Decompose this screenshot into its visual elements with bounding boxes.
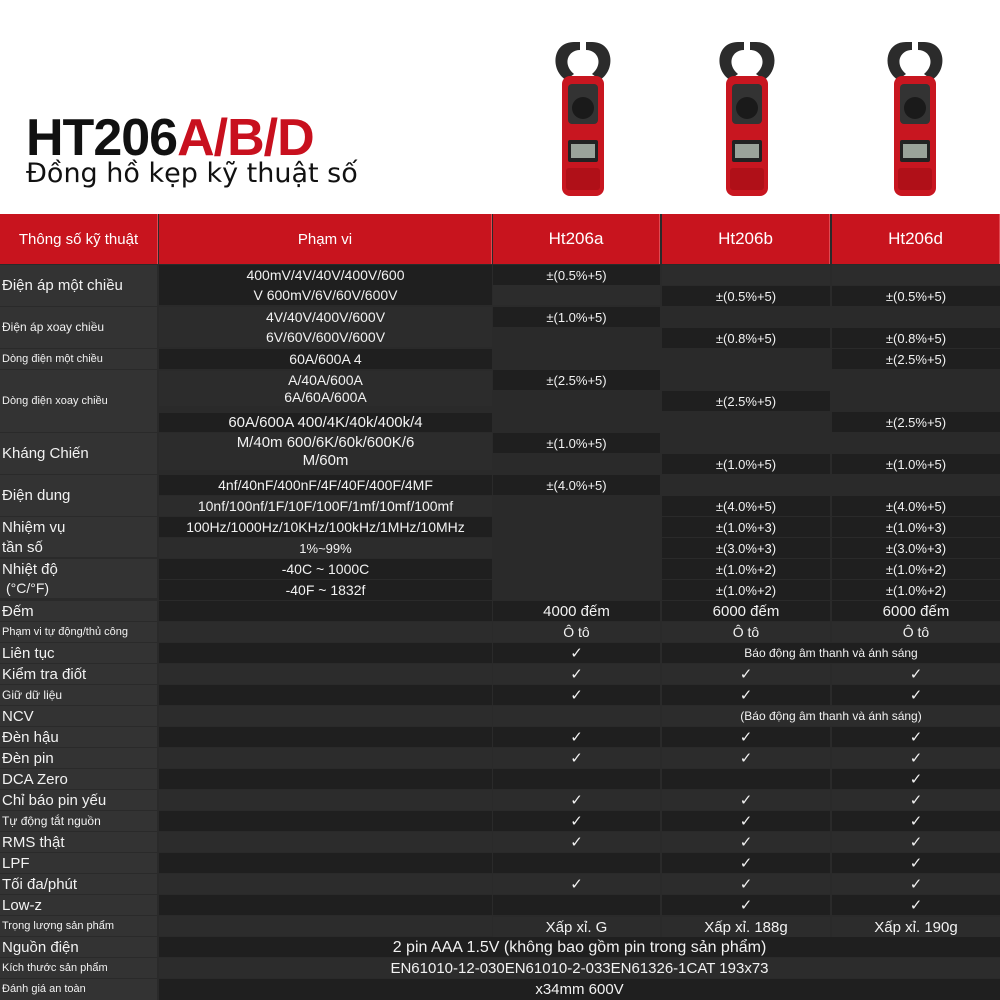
continuity-note: Báo động âm thanh và ánh sáng — [662, 643, 1000, 663]
accuracy-cell: ±(1.0%+3) — [662, 517, 830, 537]
row-label-capacitance: Điện dung — [0, 475, 157, 516]
count-cell: 6000 đếm — [832, 601, 1000, 621]
spec-table — [0, 214, 1000, 1000]
row-label-temperature: Nhiệt độ — [0, 559, 157, 579]
check-icon: ✓ — [832, 874, 1000, 894]
accuracy-cell: ±(0.8%+5) — [832, 328, 1000, 348]
empty-cell — [493, 769, 660, 789]
check-icon: ✓ — [493, 685, 660, 705]
range-cell: 4nf/40nF/400nF/4F/40F/400F/4MF — [159, 475, 492, 495]
empty-cell — [159, 622, 492, 642]
row-label-dc-current: Dòng điện một chiều — [0, 349, 157, 369]
check-icon: ✓ — [662, 748, 830, 768]
row-label-temperature-unit: (°C/°F) — [0, 578, 157, 598]
check-icon: ✓ — [832, 727, 1000, 747]
row-label-auto-range: Phạm vi tự động/thủ công — [0, 622, 157, 642]
accuracy-cell: ±(0.8%+5) — [662, 328, 830, 348]
count-cell: 4000 đếm — [493, 601, 660, 621]
range-cell: 100Hz/1000Hz/10KHz/100kHz/1MHz/10MHz — [159, 517, 492, 537]
row-label-duty: Nhiệm vụ — [0, 517, 157, 537]
accuracy-cell: ±(1.0%+3) — [832, 517, 1000, 537]
check-icon: ✓ — [832, 748, 1000, 768]
accuracy-cell: ±(1.0%+5) — [832, 454, 1000, 474]
accuracy-cell: ±(2.5%+5) — [832, 412, 1000, 432]
check-icon: ✓ — [662, 832, 830, 852]
check-icon: ✓ — [662, 853, 830, 873]
check-icon: ✓ — [662, 727, 830, 747]
range-cell: M/60m — [159, 451, 492, 470]
check-icon: ✓ — [832, 853, 1000, 873]
accuracy-cell: ±(0.5%+5) — [493, 265, 660, 285]
model-variants: A/B/D — [177, 109, 314, 167]
empty-cell — [159, 685, 492, 705]
check-icon: ✓ — [493, 874, 660, 894]
accuracy-cell: ±(1.0%+5) — [493, 307, 660, 327]
check-icon: ✓ — [662, 874, 830, 894]
range-cell: 4V/40V/400V/600V — [159, 307, 492, 327]
weight-cell: Xấp xỉ. 188g — [662, 917, 830, 937]
check-icon: ✓ — [493, 727, 660, 747]
auto-cell: Ô tô — [832, 622, 1000, 642]
row-label-weight: Trọng lượng sản phẩm — [0, 916, 157, 936]
range-cell: 6A/60A/600A — [159, 388, 492, 406]
row-label-size: Kích thước sản phẩm — [0, 958, 157, 978]
empty-cell — [493, 285, 660, 305]
check-icon: ✓ — [832, 790, 1000, 810]
ncv-note: (Báo động âm thanh và ánh sáng) — [662, 706, 1000, 726]
row-label-ac-current: Dòng điện xoay chiều — [0, 370, 157, 432]
range-cell: M/40m 600/6K/60k/600K/6 — [159, 433, 492, 452]
check-icon: ✓ — [832, 664, 1000, 684]
check-icon: ✓ — [493, 790, 660, 810]
range-cell: 1%~99% — [159, 538, 492, 558]
accuracy-cell: ±(0.5%+5) — [662, 286, 830, 306]
empty-cell — [159, 727, 492, 747]
accuracy-cell: ±(4.0%+5) — [832, 496, 1000, 516]
empty-cell — [159, 706, 492, 726]
accuracy-cell: ±(1.0%+5) — [662, 454, 830, 474]
accuracy-cell: ±(3.0%+3) — [662, 538, 830, 558]
clamp-meter-icon — [548, 40, 618, 196]
col-header-ht206b: Ht206b — [662, 214, 830, 264]
size-value: EN61010-12-030EN61010-2-033EN61326-1CAT 193x73 — [159, 958, 1000, 978]
weight-cell: Xấp xỉ. 190g — [832, 917, 1000, 937]
clamp-meter-icon — [712, 40, 782, 196]
range-cell: 10nf/100nf/1F/10F/100F/1mf/10mf/100mf — [159, 496, 492, 516]
row-label-continuity: Liên tục — [0, 643, 157, 663]
empty-cell — [493, 706, 660, 726]
check-icon: ✓ — [493, 748, 660, 768]
empty-cell — [159, 601, 492, 621]
range-cell: 60A/600A 4 — [159, 349, 492, 369]
empty-cell — [832, 265, 1000, 285]
accuracy-cell: ±(4.0%+5) — [493, 475, 660, 495]
empty-cell — [159, 916, 492, 936]
page-subtitle: Đồng hồ kẹp kỹ thuật số — [26, 158, 358, 189]
empty-cell — [493, 895, 660, 915]
row-label-ncv: NCV — [0, 706, 157, 726]
clamp-meter-icon — [880, 40, 950, 196]
empty-cell — [159, 874, 492, 894]
row-label-auto-off: Tự động tắt nguồn — [0, 811, 157, 831]
range-cell: 400mV/4V/40V/400V/600 — [159, 265, 492, 285]
accuracy-cell: ±(3.0%+3) — [832, 538, 1000, 558]
check-icon: ✓ — [662, 790, 830, 810]
check-icon: ✓ — [662, 811, 830, 831]
check-icon: ✓ — [662, 685, 830, 705]
accuracy-cell: ±(1.0%+5) — [493, 433, 660, 453]
empty-cell — [159, 832, 492, 852]
row-label-true-rms: RMS thật — [0, 832, 157, 852]
clamp-meter-image — [880, 40, 950, 196]
empty-cell — [159, 811, 492, 831]
accuracy-cell: ±(2.5%+5) — [493, 370, 660, 390]
empty-cell — [159, 748, 492, 768]
range-cell: 60A/600A 400/4K/40k/400k/4 — [159, 413, 492, 432]
empty-cell — [159, 643, 492, 663]
check-icon: ✓ — [493, 832, 660, 852]
page-title: HT206A/B/D — [26, 109, 314, 167]
row-label-backlight: Đèn hậu — [0, 727, 157, 747]
count-cell: 6000 đếm — [662, 601, 830, 621]
weight-cell: Xấp xỉ. G — [493, 917, 660, 937]
accuracy-cell: ±(0.5%+5) — [832, 286, 1000, 306]
col-header-spec: Thông số kỹ thuật — [0, 214, 158, 264]
empty-cell — [159, 790, 492, 810]
check-icon: ✓ — [832, 769, 1000, 789]
row-label-dca-zero: DCA Zero — [0, 769, 157, 789]
safety-value: x34mm 600V — [159, 979, 1000, 1000]
accuracy-cell: ±(1.0%+2) — [832, 559, 1000, 579]
check-icon: ✓ — [662, 895, 830, 915]
empty-cell — [159, 853, 492, 873]
accuracy-cell: ±(1.0%+2) — [662, 559, 830, 579]
empty-cell — [159, 769, 492, 789]
row-label-power: Nguồn điện — [0, 937, 157, 957]
clamp-meter-image — [548, 40, 618, 196]
empty-cell — [159, 664, 492, 684]
row-label-resistance: Kháng Chiến — [0, 433, 157, 474]
auto-cell: Ô tô — [662, 622, 830, 642]
row-label-count: Đếm — [0, 601, 157, 621]
check-icon: ✓ — [832, 811, 1000, 831]
range-cell: V 600mV/6V/60V/600V — [159, 285, 492, 305]
col-header-ht206a: Ht206a — [493, 214, 660, 264]
range-cell: A/40A/600A — [159, 371, 492, 389]
clamp-meter-image — [712, 40, 782, 196]
power-value: 2 pin AAA 1.5V (không bao gồm pin trong sản phẩm) — [159, 937, 1000, 957]
check-icon: ✓ — [493, 811, 660, 831]
empty-cell — [662, 265, 830, 285]
accuracy-cell: ±(1.0%+2) — [662, 580, 830, 600]
row-label-low-battery: Chỉ báo pin yếu — [0, 790, 157, 810]
check-icon: ✓ — [832, 832, 1000, 852]
accuracy-cell: ±(2.5%+5) — [662, 391, 830, 411]
range-cell: 6V/60V/600V/600V — [159, 327, 492, 347]
page-header — [0, 0, 1000, 214]
row-label-low-z: Low-z — [0, 895, 157, 915]
check-icon: ✓ — [662, 664, 830, 684]
check-icon: ✓ — [832, 685, 1000, 705]
row-label-ac-voltage: Điện áp xoay chiều — [0, 307, 157, 348]
empty-cell — [493, 853, 660, 873]
row-label-diode: Kiểm tra điốt — [0, 664, 157, 684]
row-label-flashlight: Đèn pin — [0, 748, 157, 768]
row-label-max-min: Tối đa/phút — [0, 874, 157, 894]
accuracy-cell: ±(1.0%+2) — [832, 580, 1000, 600]
check-icon: ✓ — [832, 895, 1000, 915]
check-icon: ✓ — [493, 643, 660, 663]
range-cell: -40F ~ 1832f — [159, 580, 492, 600]
col-header-ht206d: Ht206d — [832, 214, 1000, 264]
check-icon: ✓ — [493, 664, 660, 684]
col-header-range: Phạm vi — [159, 214, 492, 264]
range-cell: -40C ~ 1000C — [159, 559, 492, 579]
row-label-dc-voltage: Điện áp một chiều — [0, 265, 157, 306]
auto-cell: Ô tô — [493, 622, 660, 642]
empty-cell — [662, 769, 830, 789]
row-label-data-hold: Giữ dữ liệu — [0, 685, 157, 705]
row-label-lpf: LPF — [0, 853, 157, 873]
accuracy-cell: ±(4.0%+5) — [662, 496, 830, 516]
row-label-safety: Đánh giá an toàn — [0, 979, 157, 1000]
accuracy-cell: ±(2.5%+5) — [832, 349, 1000, 369]
empty-cell — [159, 895, 492, 915]
row-label-frequency: tần số — [0, 537, 157, 557]
